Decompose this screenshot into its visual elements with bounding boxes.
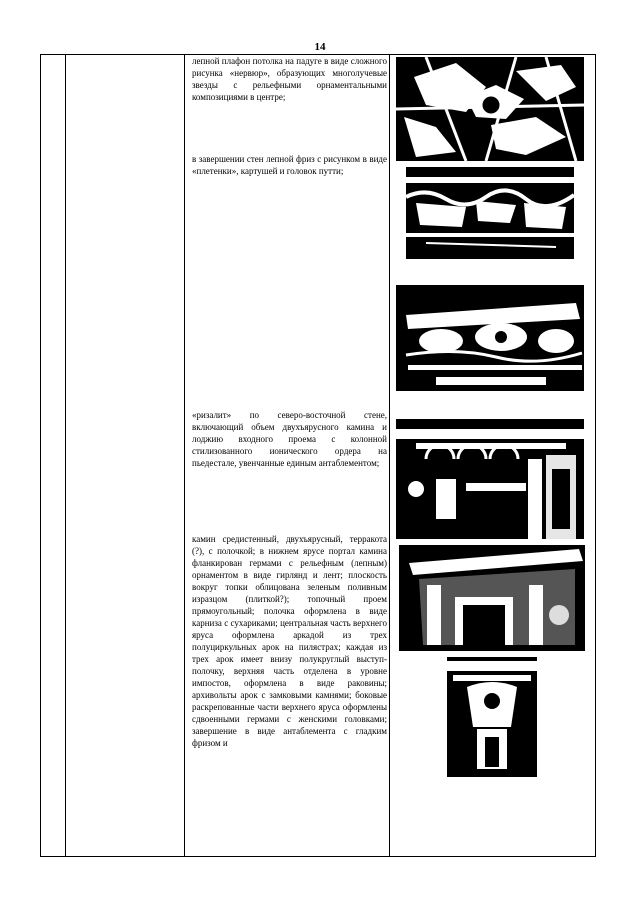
document-table <box>40 54 596 857</box>
column-divider <box>184 55 185 856</box>
fireplace-detail-photo <box>447 657 537 777</box>
risalit-photo <box>396 419 584 539</box>
ceiling-photo <box>396 57 584 161</box>
column-divider <box>65 55 66 856</box>
paragraph-risalit: «ризалит» по северо-восточной стене, включающий объем двухъярусного камина и лоджию входного проема с колонной стилизованного ионического ордера на пьедестале, увенчанные единым антаблементом; <box>192 410 387 468</box>
paragraph-ceiling: лепной плафон потолка на падуге в виде сложного рисунка «нервюр», образующих многолучевые звезды с рельефными орнаментальными композициями в центре; <box>192 56 387 102</box>
paragraph-fireplace: камин средистенный, двухъярусный, терракота (?), с полочкой; в нижнем ярусе портал камина фланкирован гермами с рельефным (лепным) орнаментом в виде гирлянд и лент; плоскость вокруг топки облицована зеленым поливным изразцом (плиткой?); топочный проем прямоугольный; полочка оформлена в виде карниза с сухариками; центральная часть верхнего яруса оформлена аркадой из трех полуциркульных арок на пилястрах; каждая из трех арок имеет внизу полукруглый выступ-полочку, верхняя часть отделена в уровне импостов, оформлена в виде раковины; архивольты арок с замковыми камнями; боковые раскрепованные части верхнего яруса оформлены сдвоенными гермами с женскими головками; завершение в виде антаблемента с гладким фризом и <box>192 534 387 748</box>
fireplace-photo <box>399 545 585 651</box>
column-divider <box>389 55 390 856</box>
frieze-detail-photo <box>396 285 584 391</box>
paragraph-frieze: в завершении стен лепной фриз с рисунком в виде «плетенки», картушей и головок путти; <box>192 154 387 176</box>
frieze-photo <box>406 167 574 259</box>
page-number: 14 <box>314 41 326 53</box>
